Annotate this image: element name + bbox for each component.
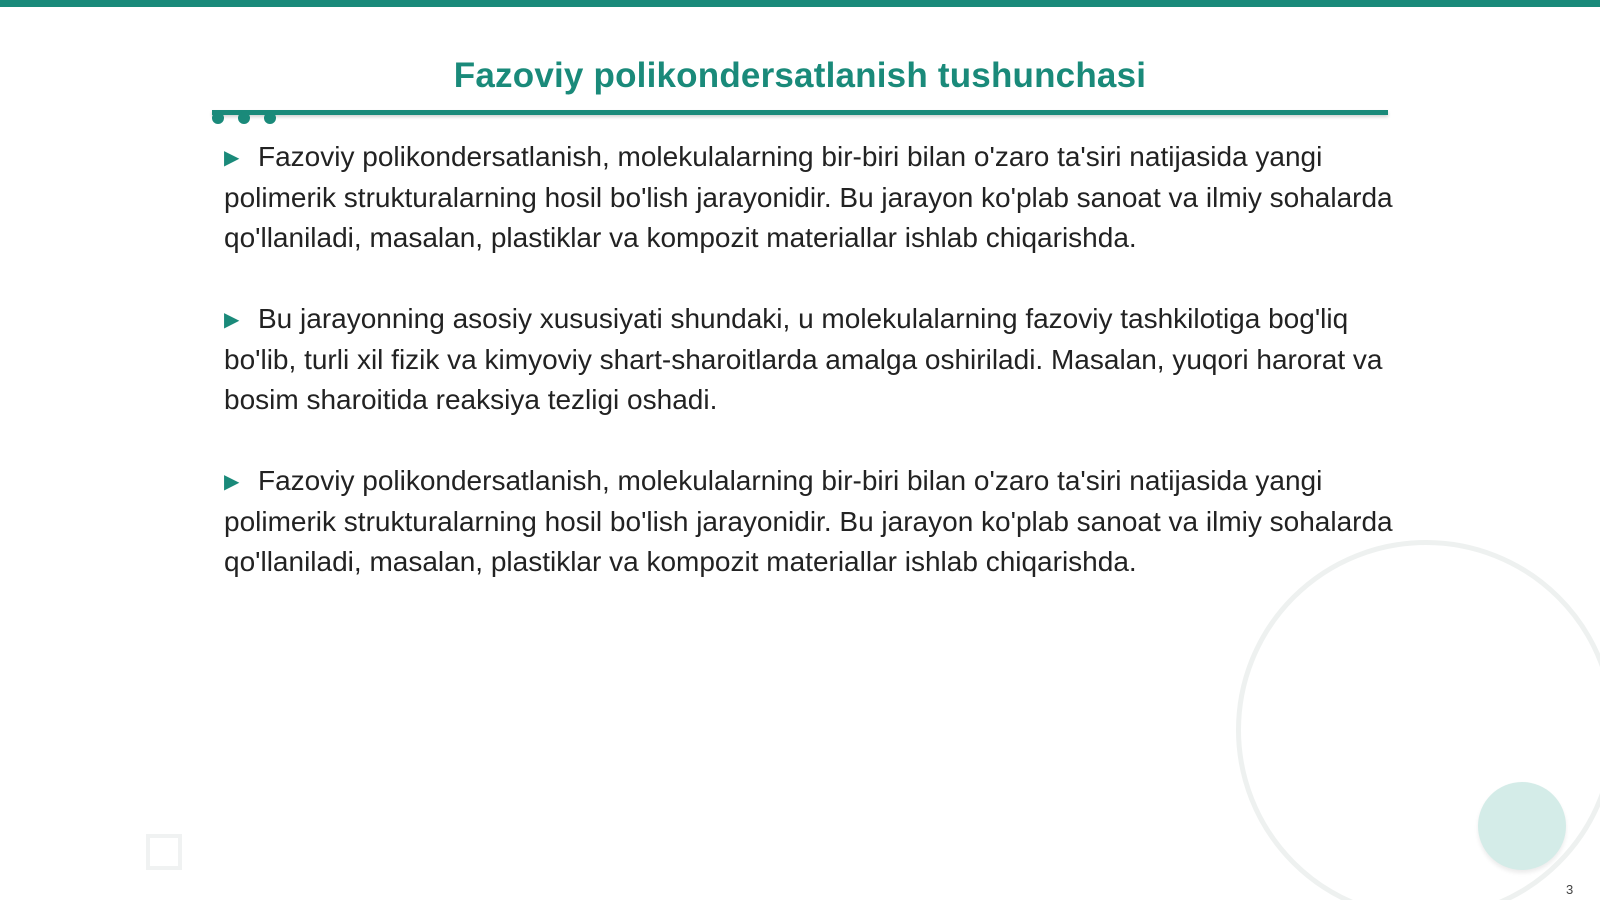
decor-circle <box>1478 782 1566 870</box>
top-accent-bar <box>0 0 1600 7</box>
bullet-paragraph <box>224 137 1394 258</box>
title-underline <box>212 110 1388 115</box>
bullet-text: Fazoviy polikondersatlanish, molekulalarning bir-biri bilan o'zaro ta'siri natijasida yangi polimerik strukturalarning hosil bo'lish jarayonidir. Bu jarayon ko'plab sanoat va ilmiy sohalarda qo'llaniladi, masalan, plastiklar va kompozit materiallar ishlab chiqarishda. <box>224 465 1393 577</box>
triangle-bullet-icon: ▶ <box>224 147 240 169</box>
bullet-paragraph <box>224 299 1394 420</box>
page-number: 3 <box>1566 882 1574 897</box>
decor-square <box>146 834 182 870</box>
decor-dot <box>238 112 250 124</box>
bullet-text: Bu jarayonning asosiy xususiyati shundaki, u molekulalarning fazoviy tashkilotiga bog'liq bo'lib, turli xil fizik va kimyoviy shart-sharoitlarda amalga oshiriladi. Masalan, yuqori harorat va bosim sharoitida reaksiya tezligi oshadi. <box>224 303 1383 415</box>
bullet-paragraph <box>224 461 1394 582</box>
slide-title: Fazoviy polikondersatlanish tushunchasi <box>453 56 1147 95</box>
triangle-bullet-icon: ▶ <box>224 471 240 493</box>
triangle-bullet-icon: ▶ <box>224 309 240 331</box>
bullet-list <box>224 137 1394 623</box>
decor-dot <box>212 112 224 124</box>
bullet-text: Fazoviy polikondersatlanish, molekulalarning bir-biri bilan o'zaro ta'siri natijasida yangi polimerik strukturalarning hosil bo'lish jarayonidir. Bu jarayon ko'plab sanoat va ilmiy sohalarda qo'llaniladi, masalan, plastiklar va kompozit materiallar ishlab chiqarishda. <box>224 141 1393 253</box>
decor-dot <box>264 112 276 124</box>
